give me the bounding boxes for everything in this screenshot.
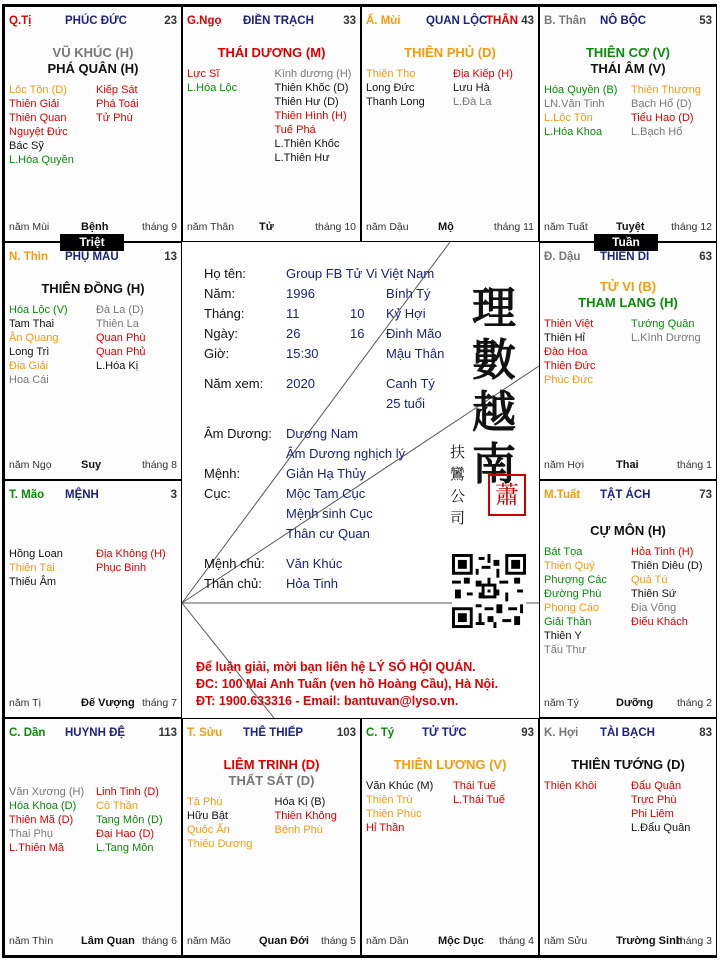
thang-can: Kỷ Hợi bbox=[386, 306, 426, 321]
minor-star: L.Tang Môn bbox=[96, 842, 154, 854]
minor-star: Thái Tuế bbox=[453, 780, 496, 792]
footer-stage: Đế Vượng bbox=[81, 697, 135, 709]
minor-star: Thiên Thương bbox=[631, 84, 702, 96]
gio-can: Mậu Thân bbox=[386, 346, 445, 361]
minor-star: Bạch Hổ (D) bbox=[631, 98, 692, 110]
minor-star: Bát Tọa bbox=[544, 546, 583, 558]
minor-star: Bác Sỹ bbox=[9, 140, 44, 152]
minor-star: Thiên Giải bbox=[9, 98, 60, 110]
nam-can: Bính Tý bbox=[386, 286, 431, 301]
minor-star: Long Đức bbox=[366, 82, 415, 94]
minor-star: Văn Xương (H) bbox=[9, 786, 85, 798]
palace-name: HUYNH ĐỆ bbox=[65, 727, 126, 739]
calligraphy-char-3: 越 bbox=[472, 387, 516, 438]
palace-number: 23 bbox=[164, 15, 177, 27]
main-star: THẤT SÁT (D) bbox=[228, 773, 315, 788]
main-star: THIÊN ĐỒNG (H) bbox=[41, 281, 145, 296]
main-star: TỬ VI (B) bbox=[599, 279, 657, 294]
footer-month: tháng 5 bbox=[320, 935, 356, 947]
minor-star: L.Đà La bbox=[453, 96, 492, 108]
main-star: CỰ MÔN (H) bbox=[590, 523, 666, 538]
minor-star: Phá Toái bbox=[96, 98, 139, 110]
footer-month: tháng 4 bbox=[498, 935, 534, 947]
main-star: PHÁ QUÂN (H) bbox=[47, 61, 139, 76]
minor-star: Đào Hoa bbox=[544, 346, 588, 358]
palace-name: TỬ TỨC bbox=[422, 727, 467, 739]
nam-xem-label: Năm xem: bbox=[204, 376, 264, 391]
minor-star: Nguyệt Đức bbox=[9, 126, 68, 138]
footer-year: năm Thân bbox=[187, 221, 235, 233]
palace-position: C. Tý bbox=[366, 727, 395, 739]
cuc-value: Mộc Tam Cục bbox=[286, 486, 366, 501]
main-star: VŨ KHÚC (H) bbox=[52, 45, 134, 60]
palace-position: G.Ngọ bbox=[187, 15, 222, 27]
palace-number: 53 bbox=[699, 15, 712, 27]
palace-name: TẬT ÁCH bbox=[600, 489, 651, 501]
minor-star: Hóa Kị (B) bbox=[274, 796, 326, 808]
palace-name: PHỤ MẪU bbox=[65, 251, 119, 263]
minor-star: Đẩu Quân bbox=[631, 780, 682, 792]
main-star: THIÊN PHỦ (D) bbox=[404, 45, 496, 60]
palace-position: M.Tuất bbox=[544, 489, 581, 501]
tuoi-value: 25 tuổi bbox=[386, 396, 426, 411]
nam-label: Năm: bbox=[204, 286, 236, 301]
palace-name: TÀI BẠCH bbox=[600, 727, 655, 739]
minor-star: L.Đẩu Quân bbox=[631, 822, 691, 834]
calligraphy-char-2: 數 bbox=[472, 335, 516, 386]
main-star: THIÊN TƯỚNG (D) bbox=[571, 757, 685, 772]
thang-b: 10 bbox=[350, 306, 365, 321]
minor-star: Văn Khúc (M) bbox=[366, 780, 434, 792]
contact-note-2: ĐC: 100 Mai Anh Tuấn (ven hồ Hoàng Cầu), Hà Nội. bbox=[196, 677, 499, 691]
calligraphy-char-1: 理 bbox=[472, 283, 516, 334]
minor-star: Tấu Thư bbox=[544, 644, 587, 656]
footer-month: tháng 12 bbox=[671, 221, 712, 233]
main-star: THÁI DƯƠNG (M) bbox=[217, 45, 326, 60]
minor-star: Thiên Hỉ bbox=[544, 332, 585, 344]
calligraphy-small-3: 公 bbox=[450, 487, 466, 505]
footer-stage: Tử bbox=[259, 221, 274, 233]
footer-month: tháng 2 bbox=[676, 697, 712, 709]
minor-star: Thiên Trù bbox=[366, 794, 413, 806]
footer-month: tháng 7 bbox=[141, 697, 177, 709]
minor-star: Điếu Khách bbox=[631, 616, 688, 628]
minor-star: Linh Tinh (D) bbox=[96, 786, 159, 798]
minor-star: Thiếu Dương bbox=[187, 838, 253, 850]
than-chu-value: Hỏa Tinh bbox=[286, 576, 339, 591]
minor-star: Quan Phù bbox=[96, 332, 146, 344]
ho-ten-value: Group FB Tử Vi Việt Nam bbox=[286, 266, 435, 281]
palace-number: 113 bbox=[158, 727, 177, 739]
palace-number: 63 bbox=[699, 251, 712, 263]
contact-note-1: Để luận giải, mời bạn liên hệ LÝ SỐ HỘI QUÁN. bbox=[196, 660, 476, 674]
footer-month: tháng 9 bbox=[141, 221, 177, 233]
footer-year: năm Dần bbox=[366, 935, 409, 947]
footer-stage: Dưỡng bbox=[616, 697, 654, 709]
footer-stage: Mộc Dục bbox=[438, 935, 484, 947]
minor-star: Lưu Hà bbox=[453, 82, 490, 94]
palace-number: 13 bbox=[164, 251, 177, 263]
minor-star: Lực Sĩ bbox=[187, 68, 220, 80]
palace-position: T. Mão bbox=[9, 489, 45, 501]
red-seal bbox=[488, 474, 526, 516]
palace-position: T. Sửu bbox=[187, 727, 223, 739]
minor-star: Hỏa Tinh (H) bbox=[631, 546, 694, 558]
palace-number: 83 bbox=[699, 727, 712, 739]
footer-stage: Quan Đới bbox=[259, 935, 309, 947]
qr-code bbox=[452, 554, 526, 628]
minor-star: Thiên Quý bbox=[544, 560, 595, 572]
footer-year: năm Hợi bbox=[544, 459, 585, 471]
minor-star: Thiên Hư (D) bbox=[274, 96, 339, 108]
footer-year: năm Mùi bbox=[9, 221, 50, 233]
palace-name: PHÚC ĐỨC bbox=[65, 15, 127, 27]
minor-star: Long Trì bbox=[9, 346, 50, 358]
minor-star: Thiên Tài bbox=[9, 562, 55, 574]
minor-star: Địa Giải bbox=[9, 360, 49, 372]
minor-star: Thiên Hình (H) bbox=[274, 110, 347, 122]
minor-star: Tử Phù bbox=[96, 112, 133, 124]
am-duong-2: Âm Dương nghịch lý bbox=[286, 446, 406, 461]
footer-year: năm Tị bbox=[9, 697, 41, 709]
minor-star: Đại Hao (D) bbox=[96, 828, 155, 840]
palace-number: 103 bbox=[336, 727, 356, 739]
minor-star: Phúc Đức bbox=[544, 374, 593, 386]
than-marker: THÂN bbox=[486, 15, 518, 27]
palace-position: Đ. Dậu bbox=[544, 251, 581, 263]
minor-star: Địa Không (H) bbox=[96, 548, 166, 560]
palace-number: 93 bbox=[521, 727, 534, 739]
minor-star: Thiên Diêu (D) bbox=[631, 560, 703, 572]
minor-star: Thiên Sứ bbox=[631, 588, 677, 600]
tuan-tag: Tuần bbox=[594, 234, 658, 251]
cuc-3: Thân cư Quan bbox=[286, 526, 370, 541]
nam-value: 1996 bbox=[286, 286, 315, 301]
main-star: THAM LANG (H) bbox=[578, 295, 678, 310]
minor-star: L.Hóa Khoa bbox=[544, 126, 603, 138]
minor-star: Thiên Khôi bbox=[544, 780, 597, 792]
minor-star: L.Lộc Tồn bbox=[544, 112, 593, 124]
footer-stage: Mộ bbox=[438, 221, 454, 233]
triet-tag: Triệt bbox=[60, 234, 124, 251]
calligraphy-small-1: 扶 bbox=[450, 443, 466, 461]
minor-star: Hóa Khoa (D) bbox=[9, 800, 77, 812]
thang-label: Tháng: bbox=[204, 306, 245, 321]
than-chu-label: Thân chủ: bbox=[204, 576, 262, 591]
minor-star: Kiếp Sát bbox=[96, 84, 138, 96]
ngay-can: Đinh Mão bbox=[386, 326, 442, 341]
minor-star: Lộc Tồn (D) bbox=[9, 84, 67, 96]
cuc-label: Cục: bbox=[204, 486, 231, 501]
minor-star: L.Hóa Kị bbox=[96, 360, 139, 372]
palace-name: QUAN LỘC bbox=[426, 15, 488, 27]
minor-star: LN.Văn Tinh bbox=[544, 98, 605, 110]
footer-stage: Trường Sinh bbox=[616, 935, 683, 947]
minor-star: Quả Tú bbox=[631, 574, 668, 586]
ngay-a: 26 bbox=[286, 326, 301, 341]
footer-year: năm Sửu bbox=[544, 935, 588, 947]
footer-stage: Tuyệt bbox=[616, 221, 645, 233]
minor-star: Ân Quang bbox=[9, 332, 59, 344]
palace-number: 73 bbox=[699, 489, 712, 501]
menh-chu-value: Văn Khúc bbox=[286, 556, 343, 571]
palace-number: 33 bbox=[343, 15, 356, 27]
minor-star: L.Thiên Hư bbox=[274, 152, 330, 164]
main-star: LIÊM TRINH (D) bbox=[223, 757, 320, 772]
am-duong-value: Dương Nam bbox=[286, 426, 359, 441]
minor-star: L.Hóa Quyền bbox=[9, 154, 74, 166]
minor-star: Kình dương (H) bbox=[274, 68, 352, 80]
palace-number: 43 bbox=[521, 15, 534, 27]
minor-star: Thiên Việt bbox=[544, 318, 594, 330]
horoscope-board bbox=[2, 4, 717, 958]
thang-a: 11 bbox=[286, 306, 300, 321]
minor-star: Quan Phủ bbox=[96, 346, 146, 358]
footer-stage: Thai bbox=[616, 459, 639, 471]
footer-stage: Bệnh bbox=[81, 221, 109, 233]
minor-star: Tang Môn (D) bbox=[96, 814, 163, 826]
minor-star: Cô Thần bbox=[96, 800, 138, 812]
seal-char: 蕭 bbox=[495, 481, 519, 509]
minor-star: L.Hóa Lộc bbox=[187, 82, 238, 94]
minor-star: Thiên Quan bbox=[9, 112, 67, 124]
footer-year: năm Dậu bbox=[366, 221, 409, 233]
palace-name: THIÊN DI bbox=[600, 251, 650, 263]
footer-year: năm Tý bbox=[544, 697, 579, 709]
minor-star: L.Kình Dương bbox=[631, 332, 701, 344]
minor-star: Phong Cáo bbox=[544, 602, 600, 614]
nam-xem-value: 2020 bbox=[286, 376, 315, 391]
minor-star: Phục Binh bbox=[96, 562, 147, 574]
footer-stage: Lâm Quan bbox=[81, 935, 135, 947]
palace-name: MỆNH bbox=[65, 489, 99, 501]
palace-position: Ấ. Mùi bbox=[366, 15, 401, 27]
main-star: THÁI ÂM (V) bbox=[590, 61, 666, 76]
contact-note-3: ĐT: 1900.633316 - Email: bantuvan@lyso.vn. bbox=[196, 694, 459, 708]
minor-star: L.Bạch Hổ bbox=[631, 126, 683, 138]
gio-value: 15:30 bbox=[286, 346, 319, 361]
palace-position: N. Thìn bbox=[9, 251, 48, 263]
footer-month: tháng 6 bbox=[141, 935, 177, 947]
minor-star: Tả Phù bbox=[187, 796, 223, 808]
ho-ten-label: Họ tên: bbox=[204, 266, 246, 281]
minor-star: Bệnh Phù bbox=[274, 824, 323, 836]
minor-star: Thiên Không bbox=[274, 810, 337, 822]
palace-name: NÔ BỘC bbox=[600, 15, 646, 27]
calligraphy-small-4: 司 bbox=[450, 509, 466, 527]
palace-name: ĐIỀN TRẠCH bbox=[243, 15, 314, 27]
am-duong-label: Âm Dương: bbox=[204, 426, 272, 441]
minor-star: Thiếu Âm bbox=[9, 576, 57, 588]
gio-label: Giờ: bbox=[204, 346, 230, 361]
minor-star: Phượng Các bbox=[544, 574, 607, 586]
palace-position: Q.Tị bbox=[9, 15, 32, 27]
palace-position: K. Hợi bbox=[544, 727, 579, 739]
ngay-label: Ngày: bbox=[204, 326, 238, 341]
minor-star: Tiểu Hao (D) bbox=[631, 112, 694, 124]
minor-star: Tuế Phá bbox=[274, 124, 316, 136]
footer-month: tháng 1 bbox=[676, 459, 712, 471]
palace-name: THÊ THIẾP bbox=[243, 727, 304, 739]
minor-star: Thiên Đức bbox=[544, 360, 596, 372]
minor-star: Quốc Ấn bbox=[187, 824, 230, 836]
minor-star: Địa Võng bbox=[631, 602, 677, 614]
footer-year: năm Tuất bbox=[544, 221, 588, 233]
minor-star: Phi Liêm bbox=[631, 808, 674, 820]
minor-star: Hóa Lộc (V) bbox=[9, 304, 68, 316]
minor-star: Giải Thần bbox=[544, 616, 592, 628]
minor-star: Hồng Loan bbox=[9, 548, 63, 560]
cuc-2: Mệnh sinh Cục bbox=[286, 506, 373, 521]
palace-number: 3 bbox=[170, 489, 177, 501]
main-star: THIÊN CƠ (V) bbox=[585, 45, 671, 60]
minor-star: Tướng Quân bbox=[631, 318, 695, 330]
menh-value: Giản Hạ Thủy bbox=[286, 466, 366, 481]
footer-stage: Suy bbox=[81, 459, 102, 471]
minor-star: Thiên Mã (D) bbox=[9, 814, 74, 826]
minor-star: Thiên Khốc (D) bbox=[274, 82, 349, 94]
minor-star: L.Thái Tuế bbox=[453, 794, 505, 806]
center-panel bbox=[182, 242, 539, 718]
minor-star: Thanh Long bbox=[366, 96, 425, 108]
minor-star: Thai Phụ bbox=[9, 828, 54, 840]
footer-year: năm Mão bbox=[187, 935, 231, 947]
minor-star: Hoa Cái bbox=[9, 374, 49, 386]
footer-month: tháng 11 bbox=[493, 221, 534, 233]
minor-star: Hỉ Thần bbox=[366, 822, 405, 834]
minor-star: Thiên Thọ bbox=[366, 68, 416, 80]
minor-star: Hữu Bật bbox=[187, 810, 228, 822]
footer-year: năm Thìn bbox=[9, 935, 54, 947]
footer-month: tháng 10 bbox=[315, 221, 356, 233]
calligraphy-small-2: 鸞 bbox=[450, 465, 466, 483]
minor-star: L.Thiên Khốc bbox=[274, 138, 340, 150]
ngay-b: 16 bbox=[350, 326, 365, 341]
minor-star: L.Thiên Mã bbox=[9, 842, 65, 854]
minor-star: Trực Phù bbox=[631, 794, 677, 806]
minor-star: Đà La (D) bbox=[96, 304, 144, 316]
footer-month: tháng 3 bbox=[676, 935, 712, 947]
minor-star: Tam Thai bbox=[9, 318, 55, 330]
palace-position: C. Dần bbox=[9, 727, 46, 739]
footer-month: tháng 8 bbox=[141, 459, 177, 471]
main-star: THIÊN LƯƠNG (V) bbox=[393, 757, 507, 772]
minor-star: Thiên Phúc bbox=[366, 808, 422, 820]
palace-position: B. Thân bbox=[544, 15, 587, 27]
minor-star: Địa Kiếp (H) bbox=[453, 68, 513, 80]
nam-xem-can: Canh Tý bbox=[386, 376, 435, 391]
footer-year: năm Ngọ bbox=[9, 459, 52, 471]
menh-label: Mệnh: bbox=[204, 466, 241, 481]
minor-star: Thiên Y bbox=[544, 630, 582, 642]
minor-star: Đường Phù bbox=[544, 588, 602, 600]
calligraphy-char-4: 南 bbox=[472, 439, 516, 490]
minor-star: Hóa Quyền (B) bbox=[544, 84, 618, 96]
minor-star: Thiên La bbox=[96, 318, 139, 330]
menh-chu-label: Mệnh chủ: bbox=[204, 556, 265, 571]
